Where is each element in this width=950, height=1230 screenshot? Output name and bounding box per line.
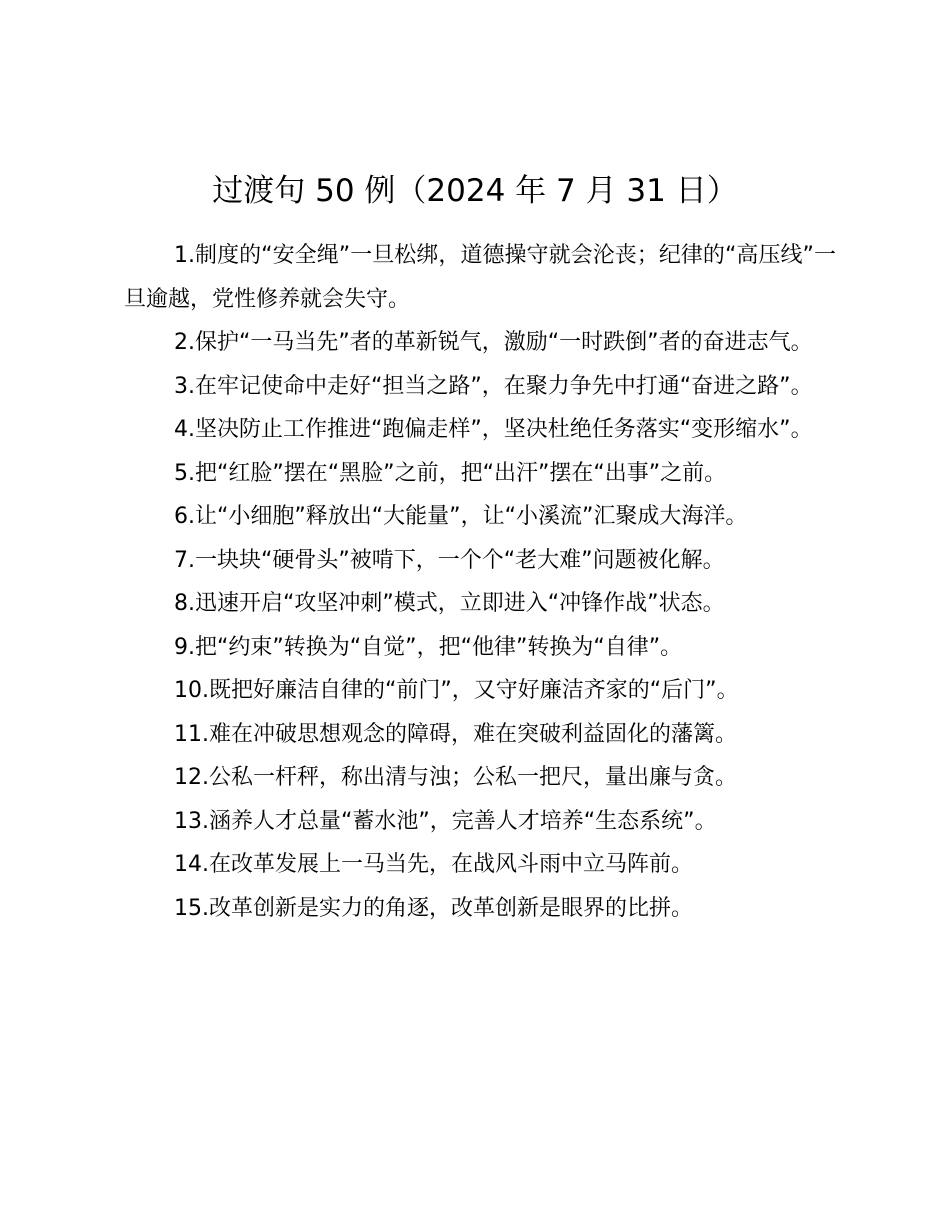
paragraph-9: 9.把“约束”转换为“自觉”，把“他律”转换为“自律”。 <box>174 634 683 660</box>
paragraph-13: 13.涵养人才总量“蓄水池”，完善人才培养“生态系统”。 <box>174 808 717 834</box>
paragraph-5: 5.把“红脸”摆在“黑脸”之前，把“出汗”摆在“出事”之前。 <box>174 460 727 486</box>
paragraph-14: 14.在改革发展上一马当先，在战风斗雨中立马阵前。 <box>174 852 693 877</box>
paragraph-4: 4.坚决防止工作推进“跑偏走样”，坚决杜绝任务落实“变形缩水”。 <box>174 417 813 442</box>
paragraph-15: 15.改革创新是实力的角逐，改革创新是眼界的比拼。 <box>174 895 693 921</box>
paragraph-10: 10.既把好廉洁自律的“前门”，又守好廉洁齐家的“后门”。 <box>174 678 739 703</box>
paragraph-6: 6.让“小细胞”释放出“大能量”，让“小溪流”汇聚成大海洋。 <box>174 504 748 529</box>
paragraph-8: 8.迅速开启“攻坚冲刺”模式，立即进入“冲锋作战”状态。 <box>174 591 725 616</box>
document-title: 过渡句 50 例（2024 年 7 月 31 日） <box>212 173 738 209</box>
paragraph-1: 1.制度的“安全绳”一旦松绑，道德操守就会沦丧；纪律的“高压线”一旦逾越，党性修养就会失守。 <box>124 243 836 312</box>
paragraph-3: 3.在牢记使命中走好“担当之路”，在聚力争先中打通“奋进之路”。 <box>174 373 813 399</box>
paragraph-7: 7.一块块“硬骨头”被啃下，一个个“老大难”问题被化解。 <box>174 547 725 573</box>
paragraph-2: 2.保护“一马当先”者的革新锐气，激励“一时跌倒”者的奋进志气。 <box>174 330 813 355</box>
paragraph-12: 12.公私一杆秤，称出清与浊；公私一把尺，量出廉与贪。 <box>174 765 737 790</box>
paragraph-11: 11.难在冲破思想观念的障碍，难在突破利益固化的藩篱。 <box>174 721 737 747</box>
document-body <box>124 234 836 930</box>
